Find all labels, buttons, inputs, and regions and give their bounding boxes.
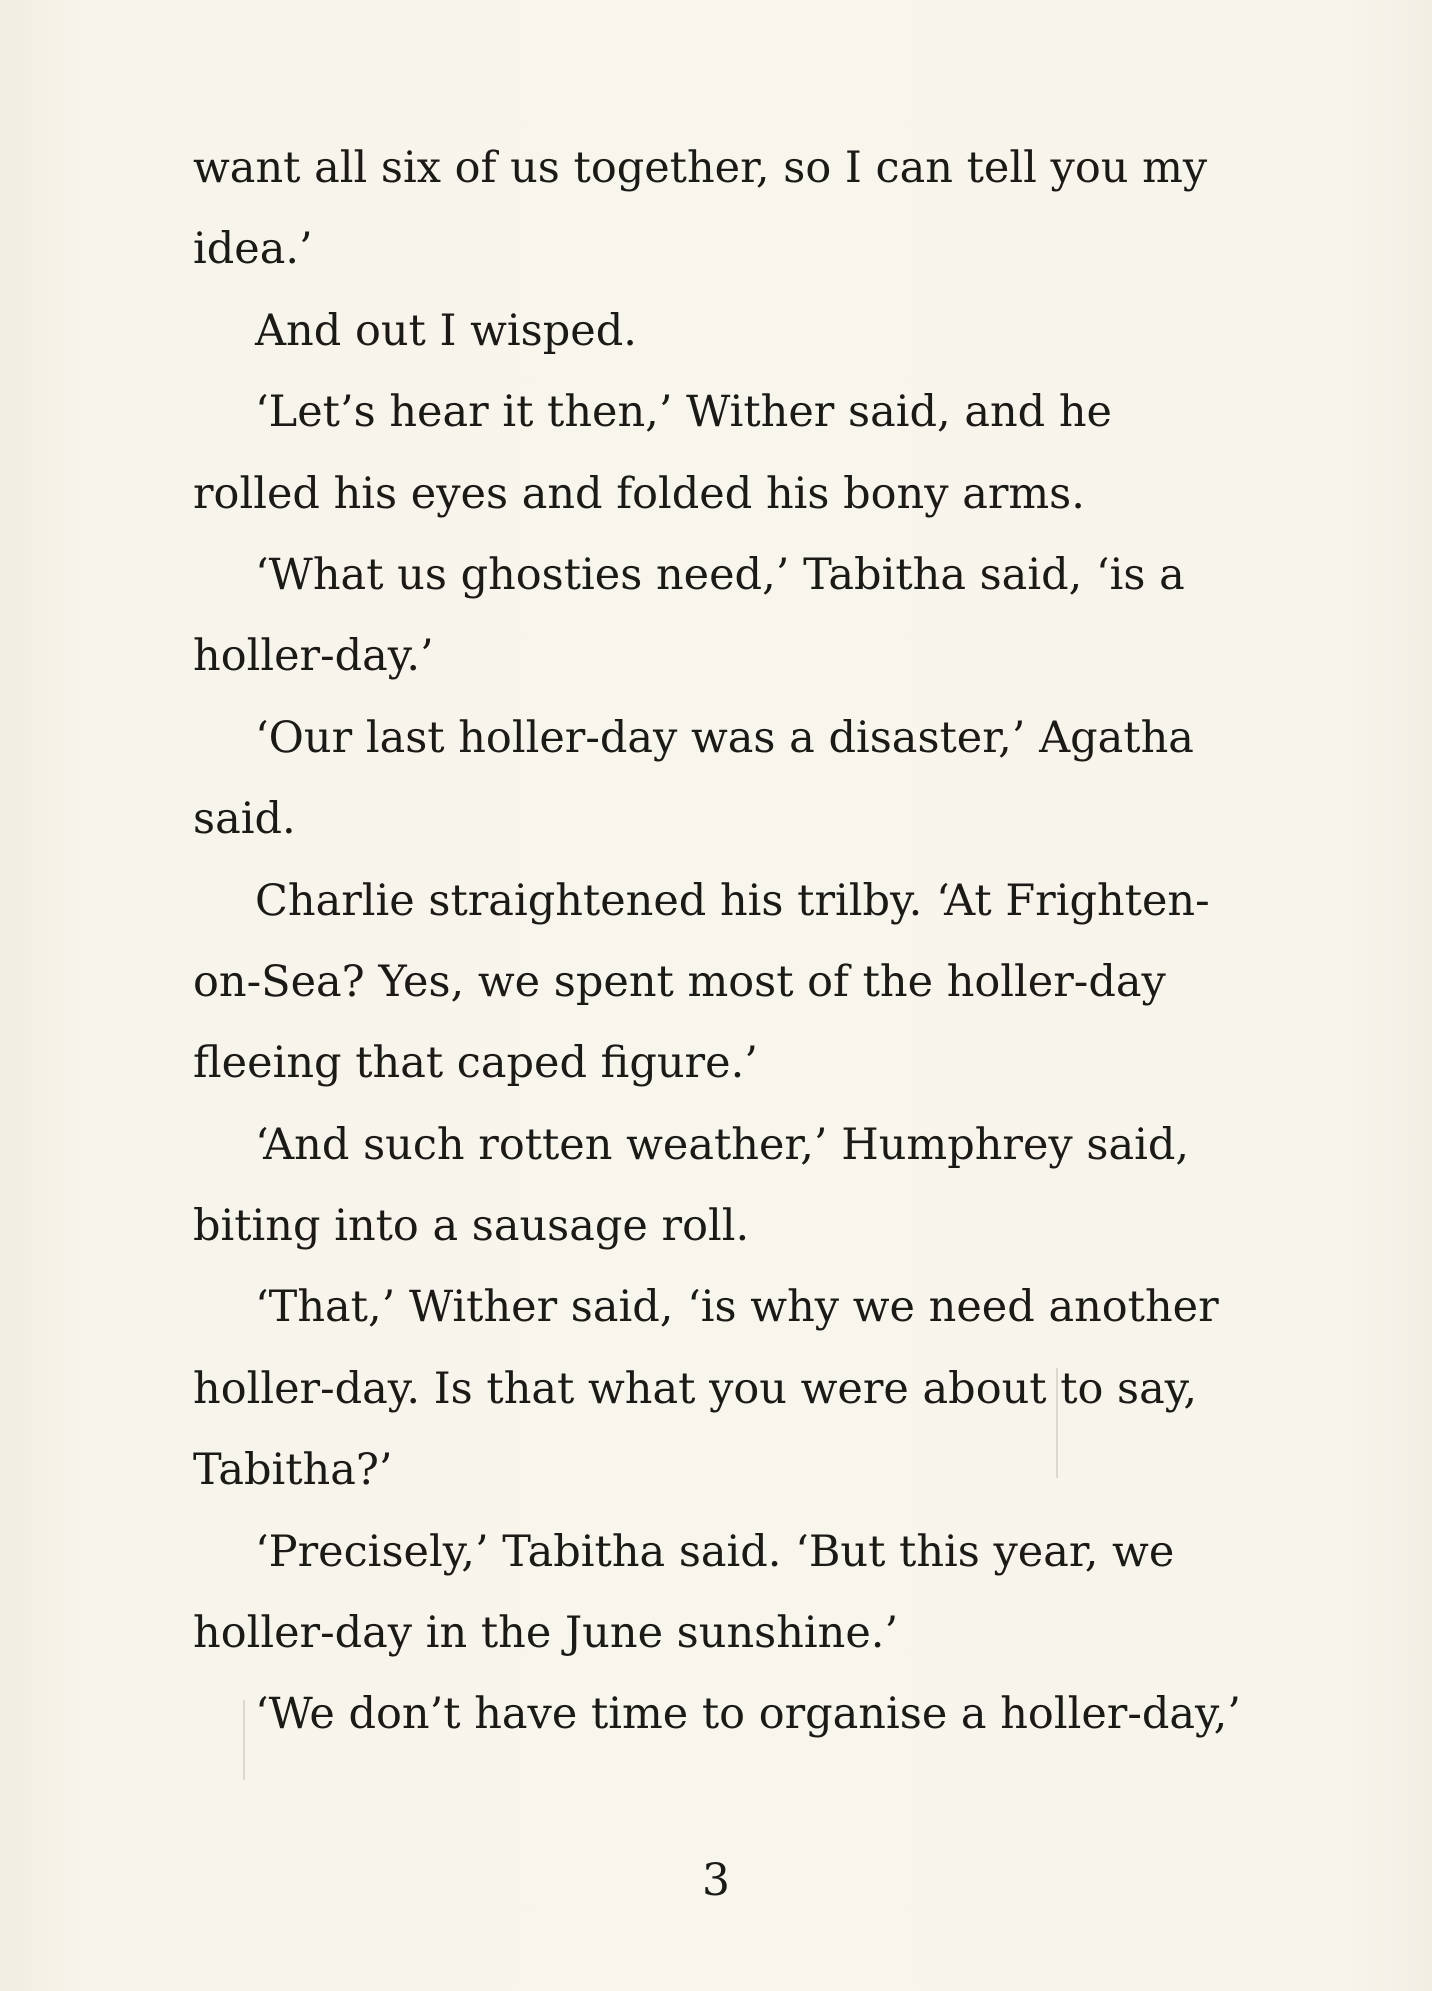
body-text [193, 128, 1293, 1756]
text-line: want all six of us together, so I can tell you my [193, 143, 1208, 193]
text-line: on-Sea? Yes, we spent most of the holler-day [193, 956, 1166, 1007]
text-line: ‘We don’t have time to organise a holler-day,’ [255, 1689, 1241, 1740]
text-line: said. [193, 794, 296, 845]
page-number: 3 [702, 1855, 730, 1906]
text-line: ‘That,’ Wither said, ‘is why we need another [255, 1282, 1219, 1333]
text-line: idea.’ [193, 224, 313, 275]
text-line: ‘Our last holler-day was a disaster,’ Agatha [255, 712, 1194, 763]
text-line: holler-day.’ [193, 631, 434, 682]
text-line: fleeing that caped figure.’ [193, 1038, 758, 1089]
text-line: holler-day in the June sunshine.’ [193, 1608, 899, 1659]
text-line: And out I wisped. [255, 305, 637, 356]
text-line: ‘What us ghosties need,’ Tabitha said, ‘is a [255, 549, 1185, 600]
text-line: ‘And such rotten weather,’ Humphrey said, [255, 1119, 1190, 1170]
text-line: ‘Precisely,’ Tabitha said. ‘But this year, we [255, 1526, 1175, 1577]
text-line: Charlie straightened his trilby. ‘At Frighten- [255, 875, 1210, 926]
text-line: ‘Let’s hear it then,’ Wither said, and he [255, 387, 1112, 438]
text-line: Tabitha?’ [193, 1445, 393, 1496]
text-line: biting into a sausage roll. [193, 1201, 750, 1252]
text-line: rolled his eyes and folded his bony arms. [193, 468, 1085, 519]
text-line: holler-day. Is that what you were about to say, [193, 1363, 1198, 1414]
